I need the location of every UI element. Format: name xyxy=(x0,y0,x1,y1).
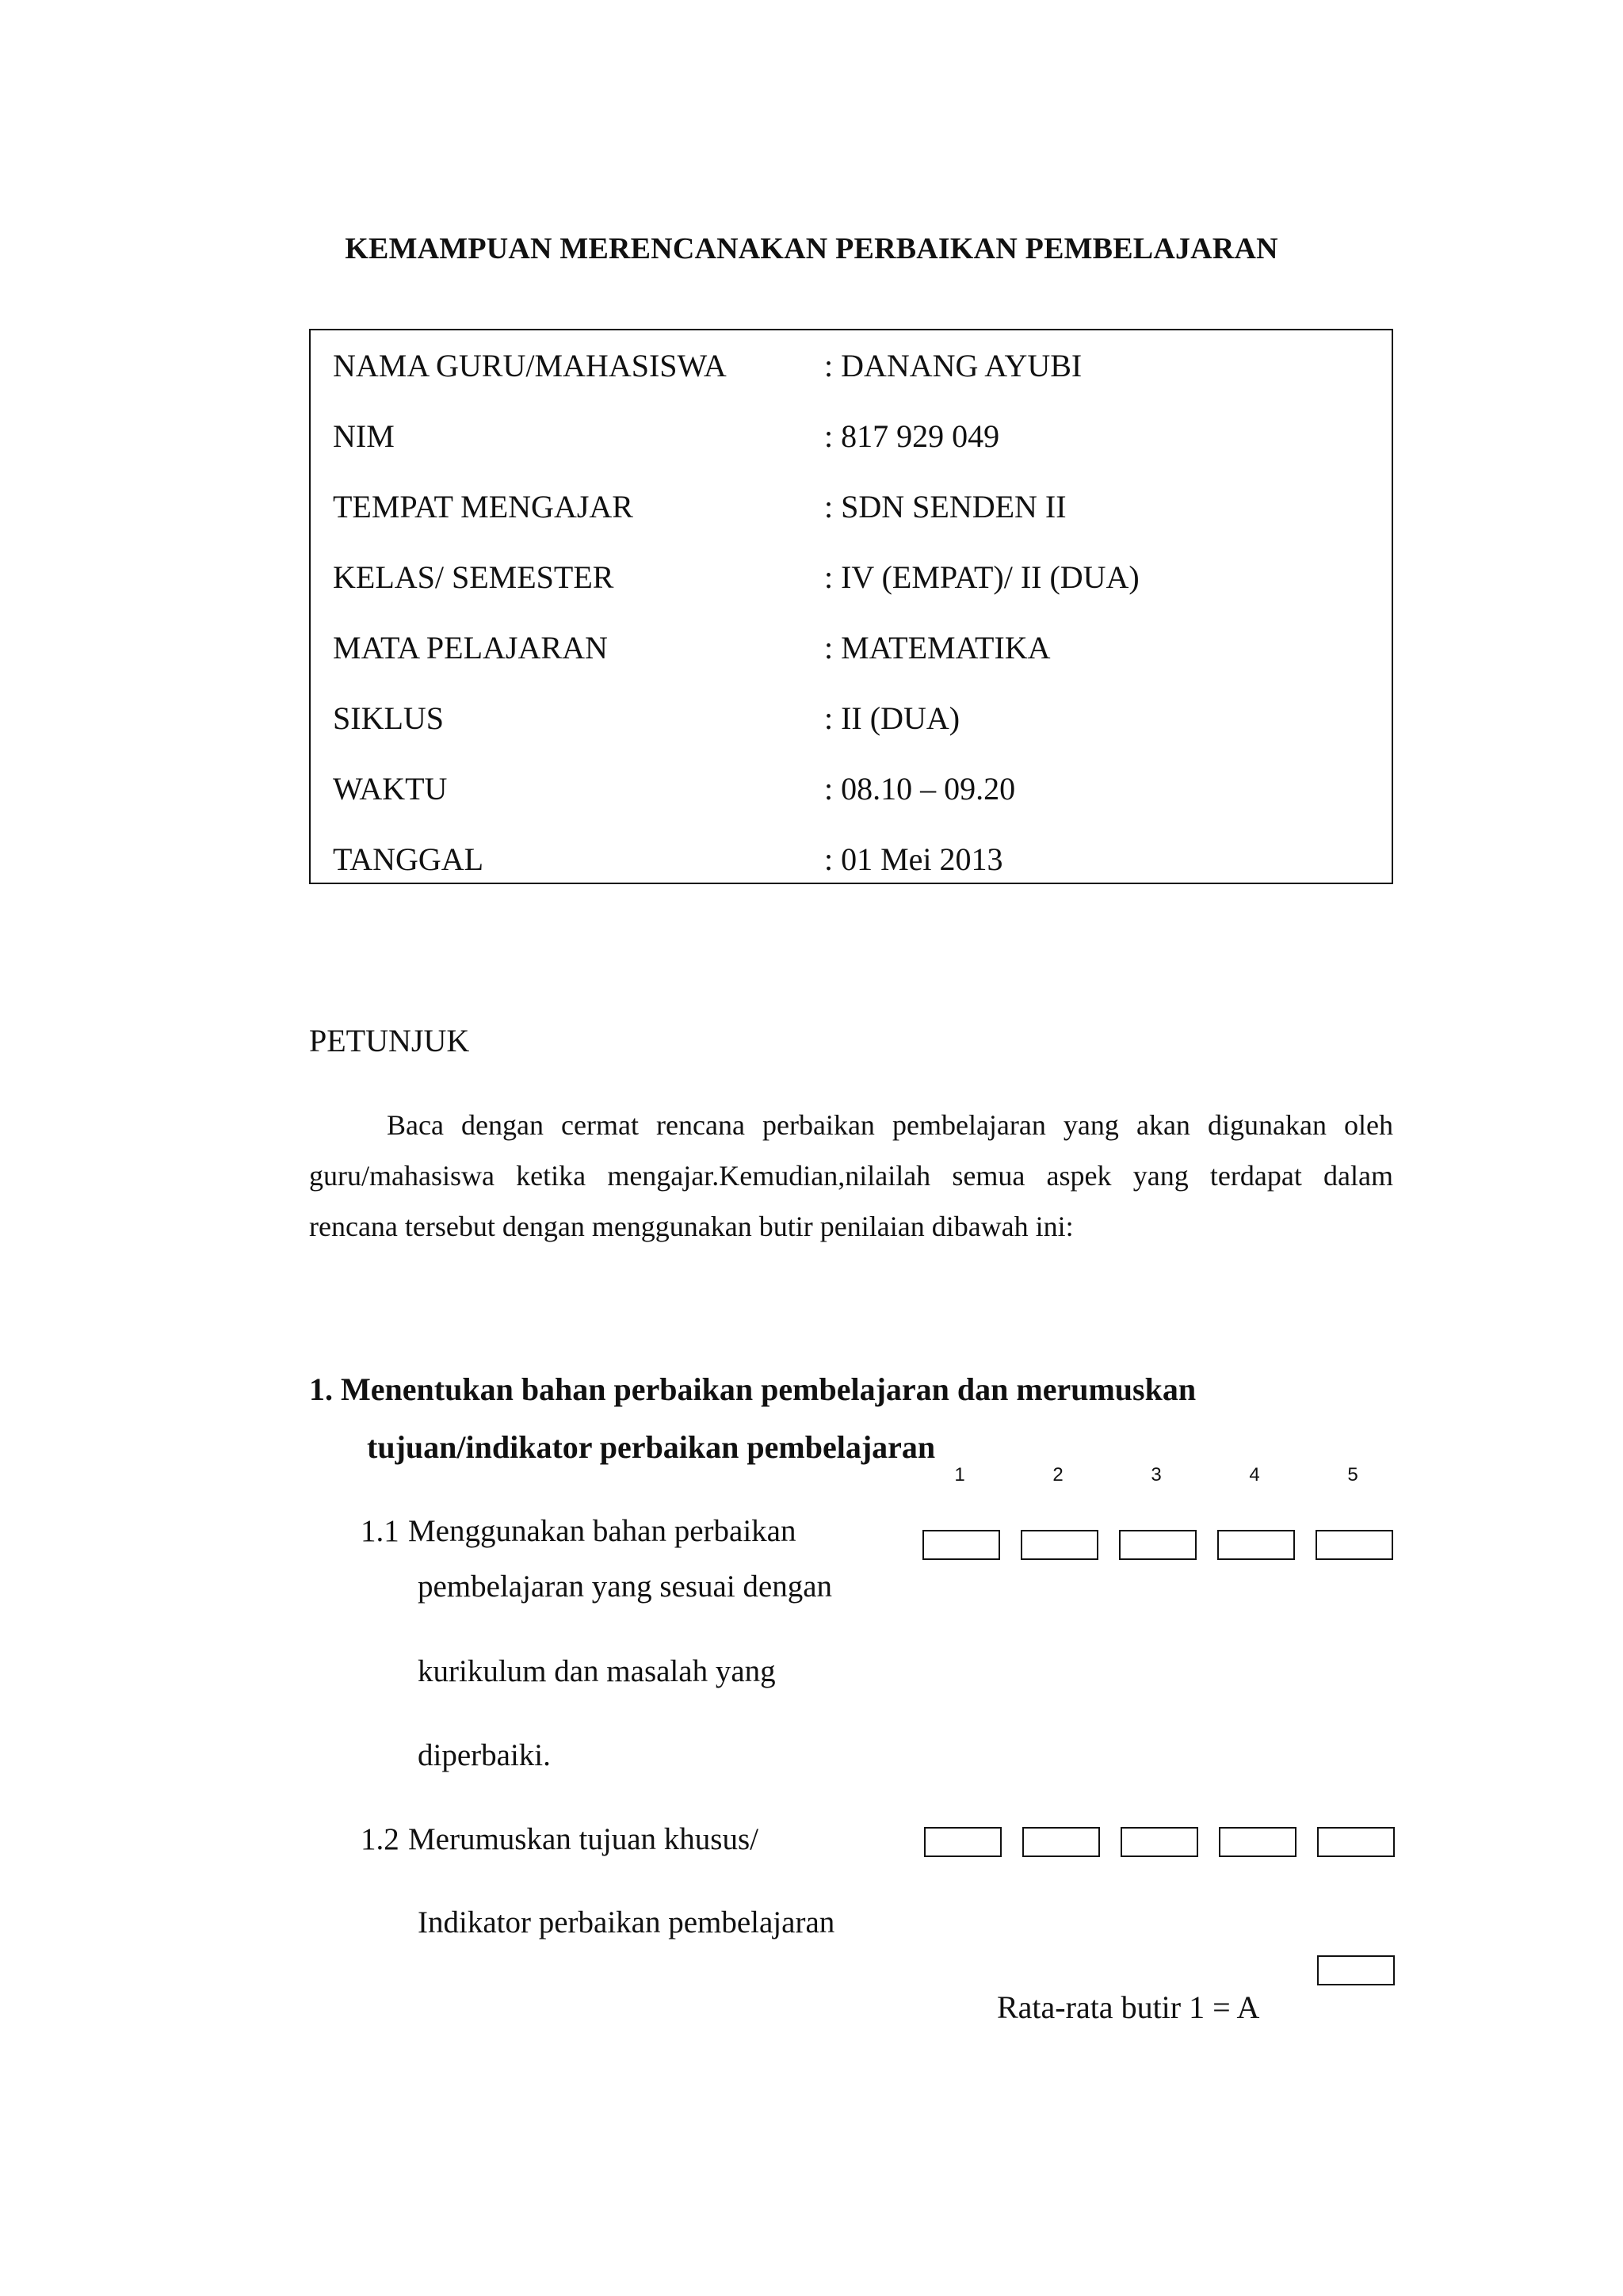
info-value: : IV (EMPAT)/ II (DUA) xyxy=(824,559,1140,595)
info-label: NIM xyxy=(333,418,395,454)
scale-label-2: 2 xyxy=(1052,1464,1064,1486)
section-1-heading: 1. Menentukan bahan perbaikan pembelajaran dan merumuskan xyxy=(309,1371,1197,1407)
score-box-1-1-2[interactable] xyxy=(1021,1530,1098,1560)
instructions-line: Baca dengan cermat rencana perbaikan pembelajaran yang akan digunakan oleh xyxy=(387,1109,1393,1141)
item-1-1-number: 1.1 xyxy=(361,1514,399,1548)
info-label: WAKTU xyxy=(333,771,448,807)
info-label: TEMPAT MENGAJAR xyxy=(333,489,633,524)
score-box-1-1-5[interactable] xyxy=(1316,1530,1393,1560)
score-box-1-2-4[interactable] xyxy=(1219,1827,1296,1857)
section-1-subheading: tujuan/indikator perbaikan pembelajaran xyxy=(367,1429,936,1465)
score-box-1-2-1[interactable] xyxy=(924,1827,1002,1857)
average-label: Rata-rata butir 1 = A xyxy=(997,1989,1260,2025)
info-label: KELAS/ SEMESTER xyxy=(333,559,614,595)
info-value: : 08.10 – 09.20 xyxy=(824,771,1016,807)
info-label: TANGGAL xyxy=(333,841,484,877)
score-box-1-2-5[interactable] xyxy=(1317,1827,1395,1857)
instructions-heading: PETUNJUK xyxy=(309,1023,470,1058)
score-box-1-1-4[interactable] xyxy=(1217,1530,1295,1560)
identity-table xyxy=(309,329,1393,884)
item-1-1-line: Menggunakan bahan perbaikan xyxy=(408,1514,796,1548)
scale-label-3: 3 xyxy=(1151,1464,1162,1486)
item-1-1-line: diperbaiki. xyxy=(418,1738,551,1772)
document-title: KEMAMPUAN MERENCANAKAN PERBAIKAN PEMBELAJARAN xyxy=(345,232,1278,265)
average-score-box[interactable] xyxy=(1317,1955,1395,1985)
scale-label-5: 5 xyxy=(1347,1464,1358,1486)
score-box-1-1-3[interactable] xyxy=(1119,1530,1197,1560)
scale-label-1: 1 xyxy=(954,1464,965,1486)
item-1-1-line: kurikulum dan masalah yang xyxy=(418,1654,776,1688)
info-label: MATA PELAJARAN xyxy=(333,630,608,666)
info-value: : SDN SENDEN II xyxy=(824,489,1067,524)
item-1-2-line: Merumuskan tujuan khusus/ xyxy=(408,1822,758,1856)
score-box-1-1-1[interactable] xyxy=(922,1530,1000,1560)
instructions-line: guru/mahasiswa ketika mengajar.Kemudian,nilailah semua aspek yang terdapat dalam xyxy=(309,1160,1393,1192)
instructions-paragraph xyxy=(309,1100,1393,1252)
item-1-2-line: Indikator perbaikan pembelajaran xyxy=(418,1905,835,1939)
info-label: NAMA GURU/MAHASISWA xyxy=(333,348,727,383)
info-value: : DANANG AYUBI xyxy=(824,348,1083,383)
info-value: : 817 929 049 xyxy=(824,418,1000,454)
instructions-line: rencana tersebut dengan menggunakan butir penilaian dibawah ini: xyxy=(309,1211,1074,1242)
item-1-2-number: 1.2 xyxy=(361,1822,399,1856)
info-value: : MATEMATIKA xyxy=(824,630,1051,666)
score-box-1-2-2[interactable] xyxy=(1022,1827,1100,1857)
info-value: : 01 Mei 2013 xyxy=(824,841,1003,877)
scale-label-4: 4 xyxy=(1249,1464,1260,1486)
info-value: : II (DUA) xyxy=(824,700,960,736)
info-label: SIKLUS xyxy=(333,700,445,736)
item-1-1-line: pembelajaran yang sesuai dengan xyxy=(418,1569,833,1604)
score-box-1-2-3[interactable] xyxy=(1121,1827,1198,1857)
